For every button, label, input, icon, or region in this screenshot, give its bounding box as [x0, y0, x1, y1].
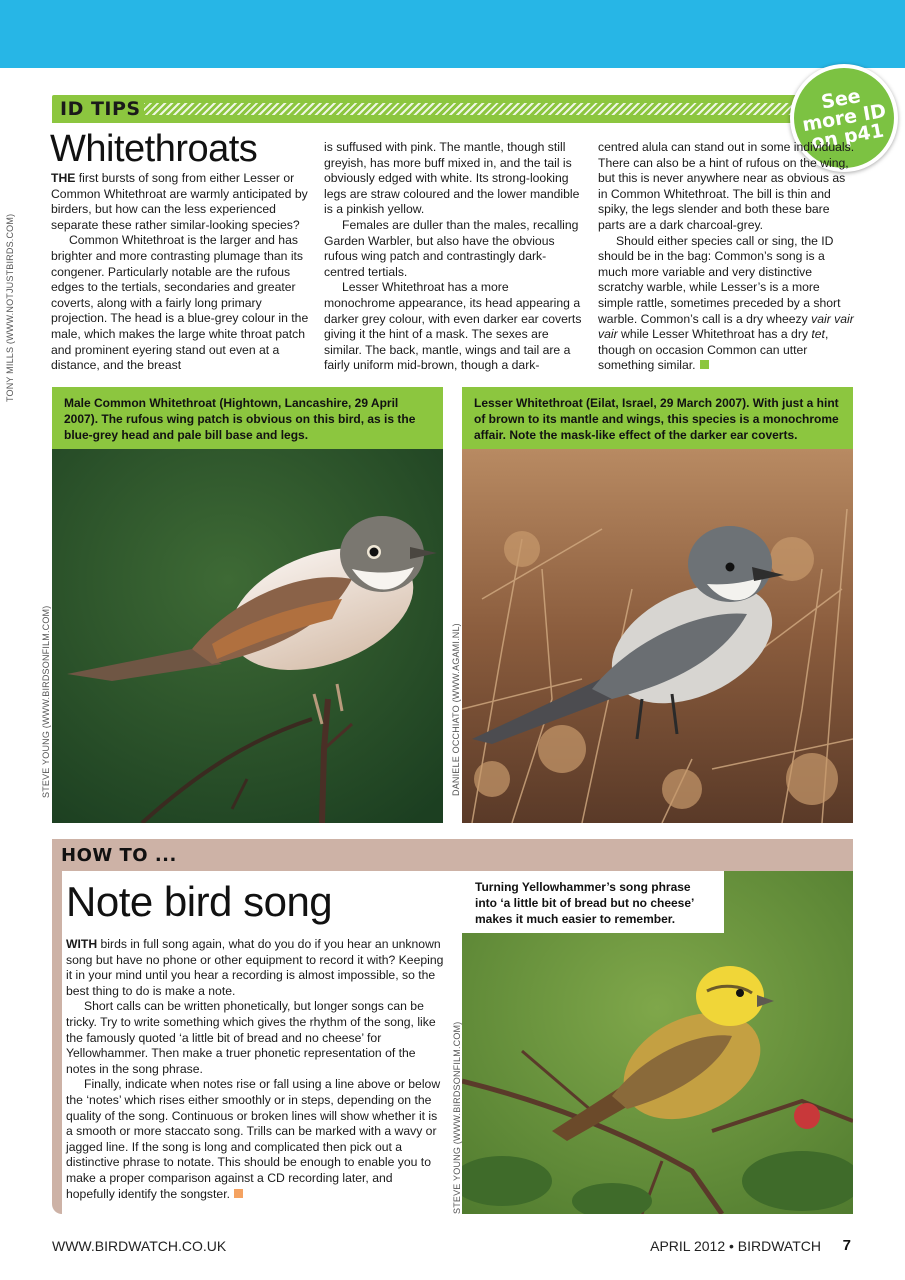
article-headline: Note bird song: [66, 878, 333, 925]
paragraph: Finally, indicate when notes rise or fall using a line above or below the ‘notes’ which rises either smoothly or in steps, depending on the quality of the song. Continuous or broken lines will show whether it is a smooth or more staccato song. Trills can be marked with a wavy or jagged line. If the song is long and complicated then pick out a distinctive phrase to notate. This should be enough to enable you to make a proper comparison against a CD recording later, and hopefully identify the songster.: [66, 1077, 441, 1201]
article-column-3: [598, 140, 856, 374]
photo-lesser-whitethroat: [462, 449, 853, 823]
article-column-2: [324, 140, 582, 374]
paragraph: Lesser Whitethroat has a more monochrome appearance, its head appearing a darker grey colour, with even darker ear coverts giving it the hint of a mask. The sexes are similar. The back, mantle, wings and tail are a fairly uniform mid-brown, though a dark-: [324, 280, 582, 373]
paragraph: WITH birds in full song again, what do you do if you hear an unknown song but have no phone or other equipment to record it with? Keeping it in your mind until you hear a recording is almost impossible, so the best thing to do is make a note.: [66, 937, 444, 998]
hatch-decoration: [144, 103, 798, 115]
lead-word: WITH: [66, 937, 98, 951]
top-color-bar: [0, 0, 905, 68]
photo-credit-vertical: TONY MILLS (WWW.NOTJUSTBIRDS.COM): [5, 213, 15, 402]
paragraph: is suffused with pink. The mantle, though still greyish, has more buff mixed in, and the tail is obviously edged with white. Its strong-looking legs are straw coloured and the lower mandible is a pinkish yellow.: [324, 140, 580, 217]
footer-website: WWW.BIRDWATCH.CO.UK: [52, 1238, 227, 1254]
article-column-how-to: [66, 937, 444, 1202]
id-tips-bar: [52, 95, 812, 123]
photo-common-whitethroat: [52, 449, 443, 823]
section-label: HOW TO ...: [61, 845, 177, 866]
paragraph: Should either species call or sing, the ID should be in the bag: Common’s song is a much more variable and very distinctive scratchy warble, while Lesser’s is a more simple rattle, sometimes preceded by a short warble. Common’s call is a dry wheezy vair vair vair while Lesser Whitethroat has a dry tet, though on occasion Common can utter something similar.: [598, 233, 854, 373]
page-number: 7: [842, 1237, 851, 1254]
common-whitethroat-image: [52, 449, 443, 823]
photo-credit-vertical: DANIELE OCCHIATO (WWW.AGAMI.NL): [451, 623, 461, 796]
paragraph: Short calls can be written phonetically, but longer songs can be tricky. Try to write something which gives the rhythm of the song, like the famously quoted ‘a little bit of bread and no cheese’ for Yellowhammer. Then make a truer phonetic representation of the notes in the song phrase.: [66, 999, 436, 1076]
paragraph: THE first bursts of song from either Lesser or Common Whitethroat are warmly anticipated by birders, but how can the less experienced separate these rather similar-looking species?: [51, 171, 308, 232]
how-to-bar: [52, 839, 853, 871]
paragraph: centred alula can stand out in some individuals. There can also be a hint of rufous on the wing, but this is never anywhere near as obvious as in Common Whitethroat. The bill is thin and spiky, the legs slender and both these bare parts are a dark charcoal-grey.: [598, 140, 855, 232]
end-mark-icon: [234, 1189, 243, 1198]
section-label: ID TIPS: [60, 98, 141, 120]
paragraph: Females are duller than the males, recalling Garden Warbler, but also have the obvious rufous wing patch and contrastingly dark-centred tertials.: [324, 217, 579, 279]
photo-caption-lesser-whitethroat: Lesser Whitethroat (Eilat, Israel, 29 March 2007). With just a hint of brown to its mantle and wings, this species is a monochrome affair. Note the mask-like effect of the darker ear coverts.: [462, 387, 853, 450]
footer-issue: APRIL 2012 • BIRDWATCH: [650, 1238, 821, 1254]
end-mark-icon: [700, 360, 709, 369]
how-to-frame: [52, 871, 62, 1214]
photo-caption-common-whitethroat: Male Common Whitethroat (Hightown, Lancashire, 29 April 2007). The rufous wing patch is obvious on this bird, as is the blue-grey head and pale bill base and legs.: [52, 387, 443, 450]
photo-caption-yellowhammer: Turning Yellowhammer’s song phrase into ‘a little bit of bread but no cheese’ makes it much easier to remember.: [462, 871, 724, 933]
photo-credit-vertical: STEVE YOUNG (WWW.BIRDSONFILM.COM): [41, 605, 51, 798]
badge-text: See more ID on p41: [800, 84, 888, 154]
photo-credit-vertical: STEVE YOUNG (WWW.BIRDSONFILM.COM): [452, 1021, 462, 1214]
article-headline: Whitethroats: [50, 128, 258, 170]
paragraph: Common Whitethroat is the larger and has brighter and more contrasting plumage than its congener. Particularly notable are the rufous edges to the tertials, secondaries and greater coverts, along with a fairly long primary projection. The head is a blue-grey colour in the male, which makes the large white throat patch and prominent eyering stand out even at a distance, and the breast: [51, 233, 309, 373]
lesser-whitethroat-image: [462, 449, 853, 823]
article-column-1: [51, 171, 309, 374]
lead-word: THE: [51, 171, 76, 185]
